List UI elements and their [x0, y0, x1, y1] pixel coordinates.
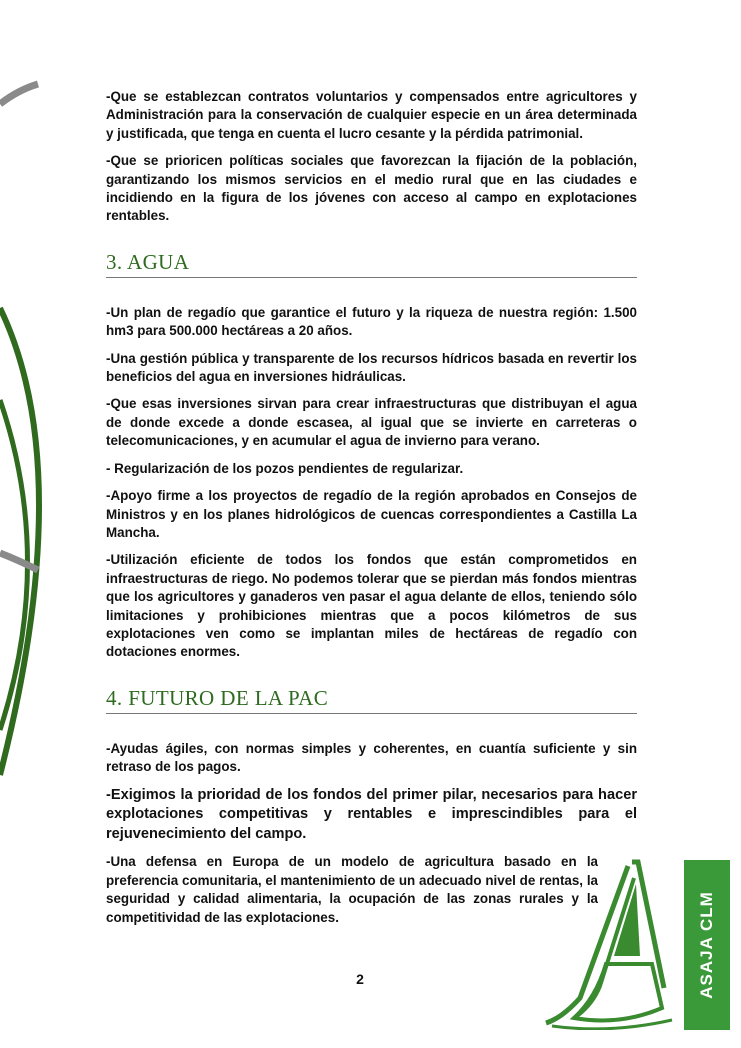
brand-label: ASAJA CLM	[697, 891, 716, 999]
paragraph: -Que se prioricen políticas sociales que favorezcan la fijación de la población, garantizando los mismos servicios en el medio rural que en las ciudades e incidiendo en la figura de los jóvenes con acceso al campo en explotaciones rentables.	[106, 153, 637, 224]
gray-arc-bottom	[0, 553, 38, 570]
brand-side-band	[684, 860, 730, 1030]
paragraph: -Una gestión pública y transparente de los recursos hídricos basada en revertir los beneficios del agua en inversiones hidráulicas.	[106, 350, 637, 385]
section-divider	[106, 277, 637, 278]
page-number: 2	[356, 971, 364, 987]
document-body	[106, 88, 637, 936]
asaja-a-logo-icon	[540, 858, 680, 1030]
paragraph: -Apoyo firme a los proyectos de regadío de la región aprobados en Consejos de Ministros y en los planes hidrológicos de cuencas correspondientes a Castilla La Mancha.	[106, 488, 637, 540]
section-divider	[106, 713, 637, 714]
section-title: 4. FUTURO DE LA PAC	[106, 685, 329, 710]
gray-arc-top	[0, 84, 38, 104]
section-pac-heading	[106, 686, 637, 714]
paragraph: -Una defensa en Europa de un modelo de agricultura basado en la preferencia comunitaria, el mantenimiento de un adecuado nivel de rentas, la seguridad y calidad alimentaria, la ocupación de las zonas rurales y la competitividad de las explotaciones.	[106, 854, 598, 925]
section-title: 3. AGUA	[106, 249, 190, 274]
paragraph: -Utilización eficiente de todos los fondos que están comprometidos en infraestructuras de riego. No podemos tolerar que se pierdan más fondos mientras que los agricultores y ganaderos ven pasar el agua delante de ellos, teniendo sólo limitaciones y prohibiciones mientras que a pocos kilómetros de sus explotaciones ven como se implantan miles de hectáreas de regadío con dotaciones enormes.	[106, 552, 637, 660]
paragraph: - Regularización de los pozos pendientes de regularizar.	[106, 460, 464, 476]
paragraph: -Ayudas ágiles, con normas simples y coherentes, en cuantía suficiente y sin retraso de los pagos.	[106, 740, 637, 775]
paragraph: -Un plan de regadío que garantice el futuro y la riqueza de nuestra región: 1.500 hm3 para 500.000 hectáreas a 20 años.	[106, 304, 637, 339]
section-agua-heading	[106, 250, 637, 278]
paragraph: -Exigimos la prioridad de los fondos del primer pilar, necesarios para hacer explotaciones competitivas y rentables e imprescindibles para el rejuvenecimiento del campo.	[106, 786, 637, 842]
section-agua-body	[106, 304, 637, 662]
intro-paragraphs	[106, 88, 637, 226]
paragraph: -Que esas inversiones sirvan para crear infraestructuras que distribuyan el agua de donde excede a donde escasea, al igual que se invierte en carreteras o telecomunicaciones, y en acumular el agua de invierno para verano.	[106, 396, 637, 449]
paragraph: -Que se establezcan contratos voluntarios y compensados entre agricultores y Administración para la conservación de cualquier especie en un área determinada y justificada, que tenga en cuenta el lucro cesante y la pérdida patrimonial.	[106, 89, 637, 141]
